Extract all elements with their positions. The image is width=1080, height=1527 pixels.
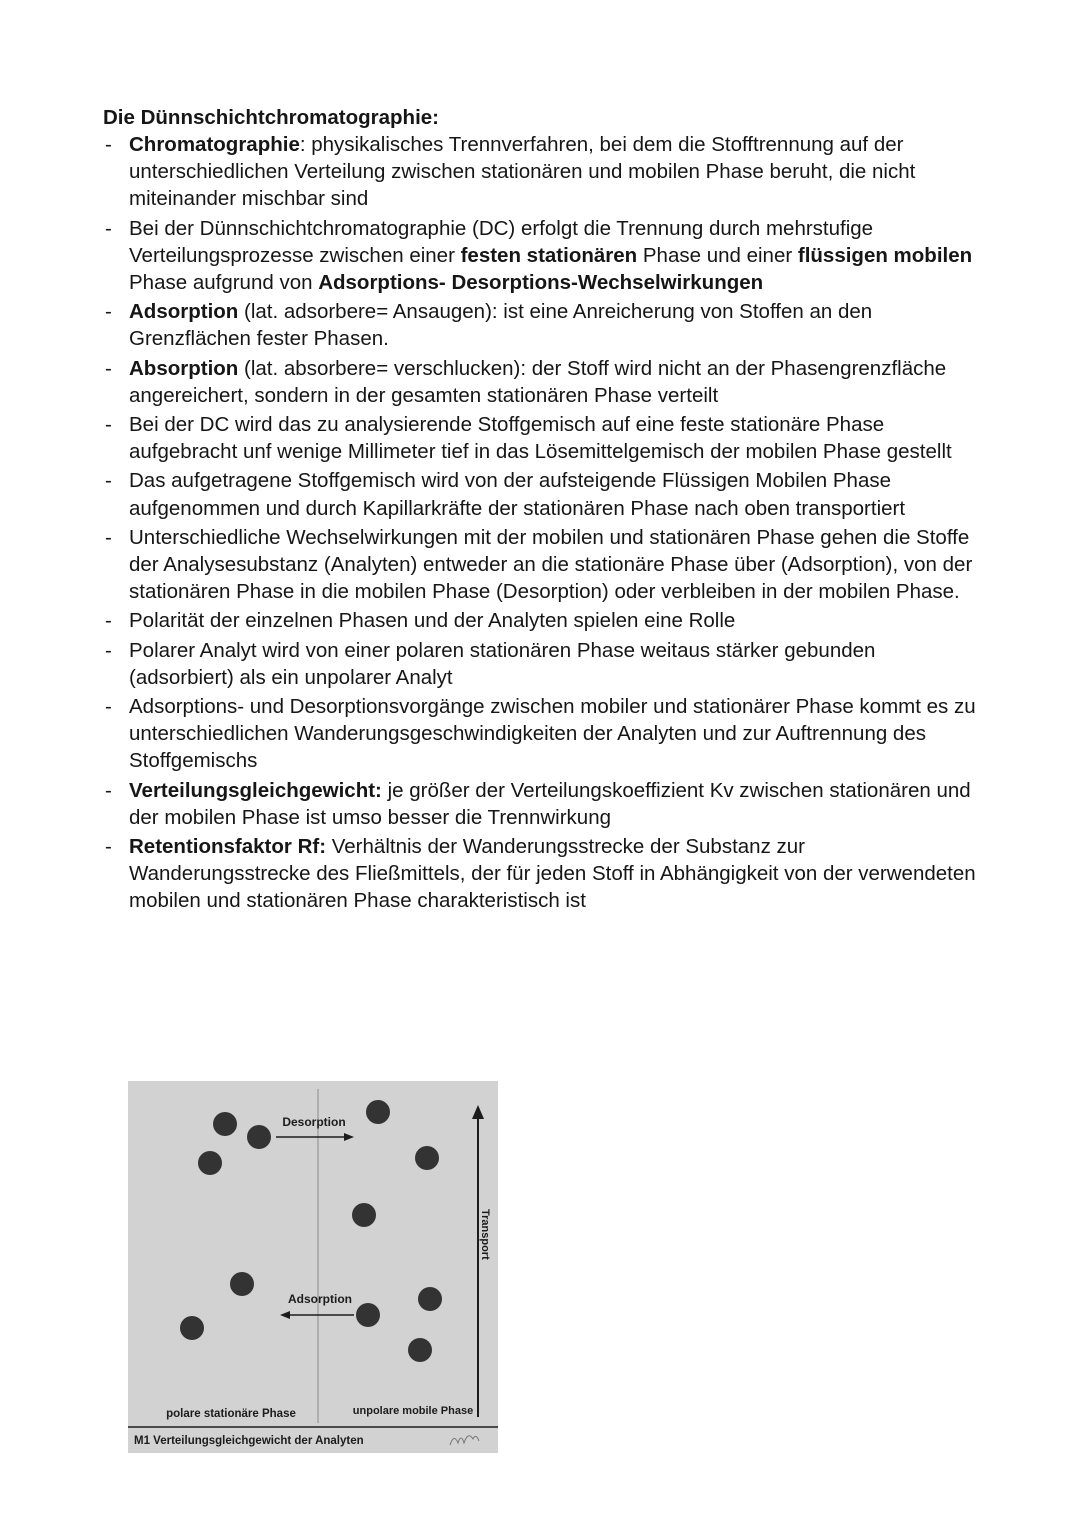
transport-label: Transport xyxy=(479,1209,491,1260)
bullet-bold-text: festen stationären xyxy=(460,243,638,267)
bullet-text: Unterschiedliche Wechselwirkungen mit der mobilen und stationären Phase gehen die Stoffe der Analysesubstanz (Analyten) entweder an die stationäre Phase über (Adsorption), von der stationären Phase in die mobilen Phase (Desorption) oder verbleiben in der mobilen Phase. xyxy=(129,525,973,604)
bullet-item xyxy=(103,777,983,831)
bullet-item xyxy=(103,693,983,775)
bullet-list xyxy=(103,131,983,917)
bullet-text: : physikalisches Trennverfahren, bei dem die Stofftrennung auf der unterschiedlichen Verteilung zwischen stationären und mobilen Phase beruht, die nicht miteinander mischbar sind xyxy=(129,133,916,211)
bullet-item xyxy=(103,637,983,691)
bullet-text: je größer der Verteilungskoeffizient Kv zwischen stationären und der mobilen Phase ist umso besser die Trennwirkung xyxy=(129,778,971,829)
adsorption-label: Adsorption xyxy=(288,1292,352,1306)
figure-canvas xyxy=(128,1081,498,1453)
analyte-dot xyxy=(366,1100,390,1124)
bullet-item xyxy=(103,411,983,465)
bullet-text: Phase aufgrund von xyxy=(129,271,319,295)
bullet-text: Phase und einer xyxy=(637,243,798,267)
bullet-item xyxy=(103,607,983,634)
analyte-dot xyxy=(418,1287,442,1311)
bullet-item xyxy=(103,833,983,915)
analyte-dot xyxy=(352,1203,376,1227)
bullet-bold-text: Adsorptions- Desorptions-Wechselwirkungen xyxy=(318,271,764,295)
document-title: Die Dünnschichtchromatographie: xyxy=(103,106,440,129)
analyte-dot xyxy=(198,1151,222,1175)
analyte-dot xyxy=(180,1316,204,1340)
analyte-dot xyxy=(408,1338,432,1362)
analyte-dot xyxy=(230,1272,254,1296)
analyte-dot xyxy=(356,1303,380,1327)
bullet-text: Bei der Dünnschichtchromatographie (DC) erfolgt die Trennung durch mehrstufige Verteilungsprozesse zwischen einer xyxy=(129,216,874,267)
bullet-item xyxy=(103,131,983,213)
figure-caption: M1 Verteilungsgleichgewicht der Analyten xyxy=(134,1435,364,1447)
bullet-text: Polarität der einzelnen Phasen und der Analyten spielen eine Rolle xyxy=(129,609,736,633)
bullet-item xyxy=(103,215,983,297)
bullet-text: Polarer Analyt wird von einer polaren stationären Phase weitaus stärker gebunden (adsorbiert) als ein unpolarer Analyt xyxy=(129,638,876,689)
bullet-text: Bei der DC wird das zu analysierende Stoffgemisch auf eine feste stationäre Phase aufgebracht unf wenige Millimeter tief in das Lösemittelgemisch der mobilen Phase gestellt xyxy=(129,413,952,464)
bullet-text: (lat. absorbere= verschlucken): der Stoff wird nicht an der Phasengrenzfläche angereichert, sondern in der gesamten stationären Phase verteilt xyxy=(129,356,947,407)
analyte-dot xyxy=(247,1125,271,1149)
bullet-item xyxy=(103,298,983,352)
bullet-text: (lat. adsorbere= Ansaugen): ist eine Anreicherung von Stoffen an den Grenzflächen fester Phasen. xyxy=(129,300,873,351)
bullet-bold-text: Verteilungsgleichgewicht: xyxy=(129,778,382,802)
desorption-label: Desorption xyxy=(282,1115,346,1129)
bullet-text: Verhältnis der Wanderungsstrecke der Substanz zur Wanderungsstrecke des Fließmittels, der für jeden Stoff in Abhängigkeit von der verwendeten mobilen und stationären Phase charakteristisch ist xyxy=(129,835,976,913)
right-phase-label: unpolare mobile Phase xyxy=(352,1405,474,1417)
analyte-dot xyxy=(213,1112,237,1136)
left-phase-label: polare stationäre Phase xyxy=(166,1408,296,1420)
bullet-text: Adsorptions- und Desorptionsvorgänge zwischen mobiler und stationärer Phase kommt es zu unterschiedlichen Wanderungsgeschwindigkeiten der Analyten und zur Auftrennung des Stoffgemischs xyxy=(129,695,976,773)
bullet-item xyxy=(103,355,983,409)
bullet-bold-text: Chromatographie xyxy=(129,133,300,156)
bullet-text: Das aufgetragene Stoffgemisch wird von der aufsteigende Flüssigen Mobilen Phase aufgenommen und durch Kapillarkräfte der stationären Phase nach oben transportiert xyxy=(129,469,906,520)
bullet-bold-text: Retentionsfaktor Rf: xyxy=(129,835,327,859)
bullet-bold-text: flüssigen mobilen xyxy=(797,243,973,267)
bullet-bold-text: Absorption xyxy=(129,356,239,380)
bullet-item xyxy=(103,467,983,521)
analyte-dot xyxy=(415,1146,439,1170)
bullet-bold-text: Adsorption xyxy=(129,300,239,324)
chromatography-figure xyxy=(128,1081,498,1453)
bullet-item xyxy=(103,524,983,606)
